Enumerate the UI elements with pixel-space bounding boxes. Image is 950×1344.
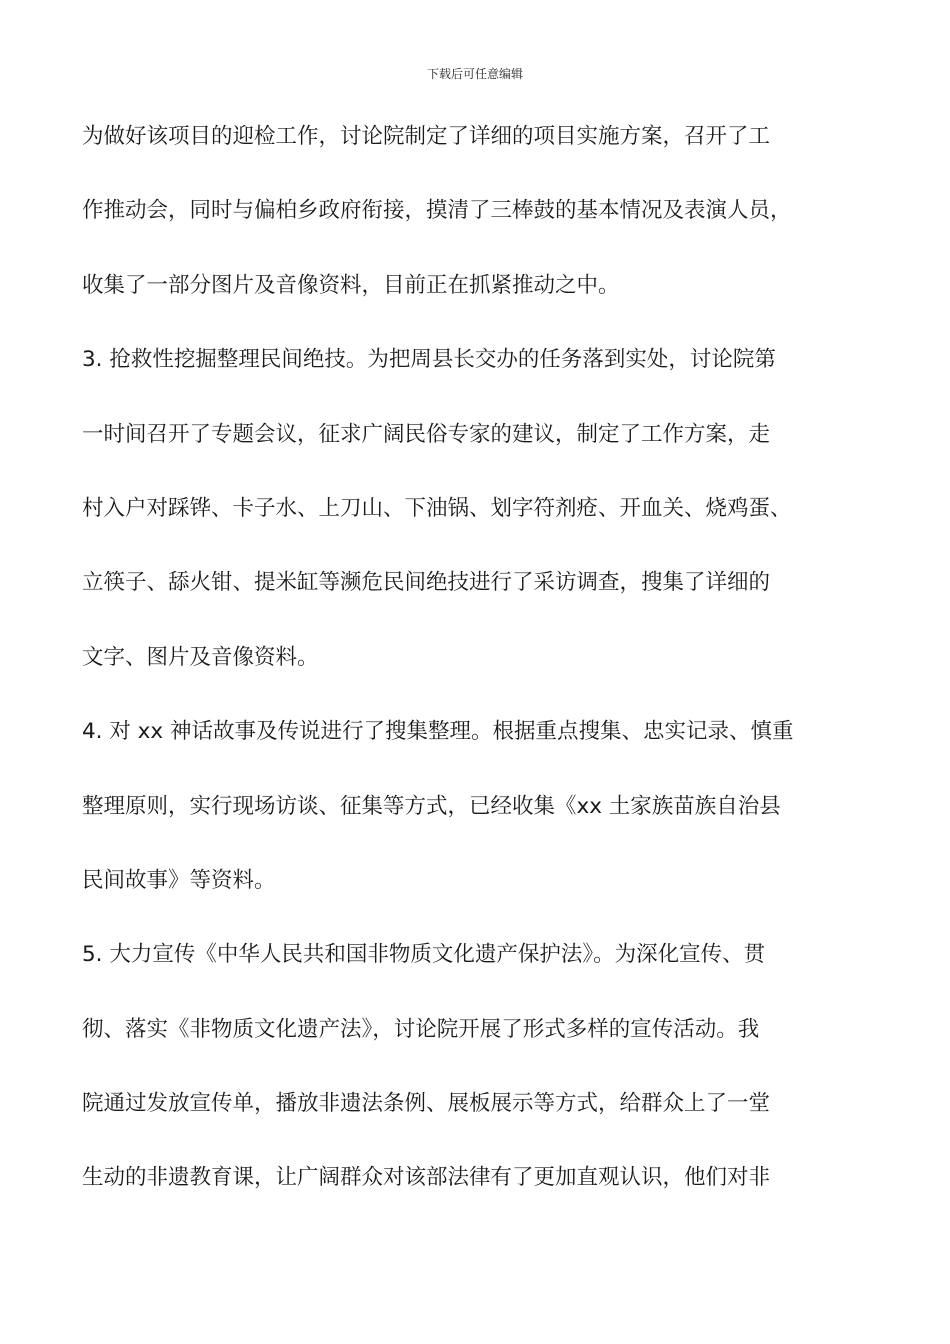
text-line: 院通过发放宣传单，播放非遗法条例、展板展示等方式，给群众上了一堂 xyxy=(82,1091,771,1117)
body-text xyxy=(82,112,882,1228)
header-note: 下载后可任意编辑 xyxy=(426,67,523,81)
text-line: 3. 抢救性挖掘整理民间绝技。为把周县长交办的任务落到实处，讨论院第 xyxy=(82,347,776,373)
text-line: 彻、落实《非物质文化遗产法》，讨论院开展了形式多样的宣传活动。我 xyxy=(82,1016,760,1042)
text-line: 作推动会，同时与偏柏乡政府衔接，摸清了三棒鼓的基本情况及表演人员， xyxy=(82,198,792,224)
text-line: 4. 对 xx 神话故事及传说进行了搜集整理。根据重点搜集、忠实记录、慎重 xyxy=(82,719,794,745)
text-line: 文字、图片及音像资料。 xyxy=(82,644,319,670)
text-line: 整理原则，实行现场访谈、征集等方式，已经收集《xx 土家族苗族自治县 xyxy=(82,793,781,819)
text-line: 立筷子、舔火钳、提米缸等濒危民间绝技进行了采访调查，搜集了详细的 xyxy=(82,570,771,596)
text-line: 民间故事》等资料。 xyxy=(82,867,276,893)
text-line: 5. 大力宣传《中华人民共和国非物质文化遗产保护法》。为深化宣传、贯 xyxy=(82,942,766,968)
text-line: 生动的非遗教育课，让广阔群众对该部法律有了更加直观认识，他们对非 xyxy=(82,1165,771,1191)
text-line: 收集了一部分图片及音像资料，目前正在抓紧推动之中。 xyxy=(82,272,620,298)
text-line: 为做好该项目的迎检工作，讨论院制定了详细的项目实施方案，召开了工 xyxy=(82,124,771,149)
text-line: 村入户对踩铧、卡子水、上刀山、下油锅、划字符剂疮、开血关、烧鸡蛋、 xyxy=(82,495,792,521)
text-line: 一时间召开了专题会议，征求广阔民俗专家的建议，制定了工作方案，走 xyxy=(82,421,771,447)
